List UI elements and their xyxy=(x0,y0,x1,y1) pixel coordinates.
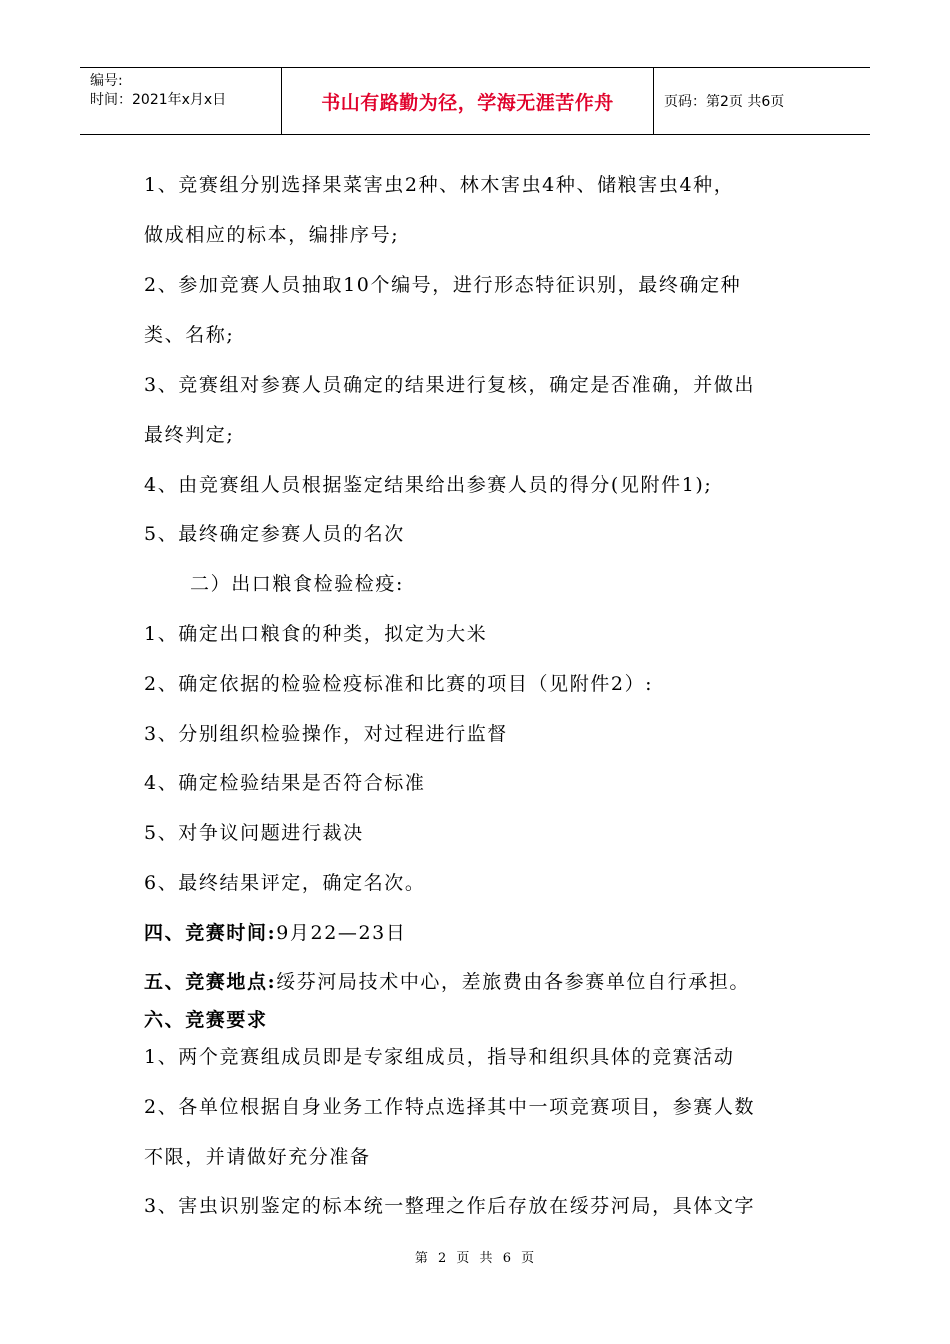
body-line: 1、竞赛组分别选择果菜害虫2种、林木害虫4种、储粮害虫4种， xyxy=(144,174,735,196)
section-time xyxy=(144,921,406,945)
body-line: 3、竞赛组对参赛人员确定的结果进行复核，确定是否准确，并做出 xyxy=(144,374,756,396)
body-line: 1、确定出口粮食的种类，拟定为大米 xyxy=(144,623,488,645)
section-location xyxy=(144,970,750,994)
page-header xyxy=(80,67,870,135)
section-location-heading: 五、竞赛地点: xyxy=(144,971,277,993)
body-line: 做成相应的标本，编排序号; xyxy=(144,224,400,246)
body-line: 6、最终结果评定，确定名次。 xyxy=(144,872,426,894)
body-line: 5、最终确定参赛人员的名次 xyxy=(144,523,405,545)
document-date-label: 时间：2021年x月x日 xyxy=(90,92,227,108)
body-line: 3、分别组织检验操作，对过程进行监督 xyxy=(144,723,508,745)
section-time-heading: 四、竞赛时间: xyxy=(144,922,277,944)
header-page-label: 页码：第2页 共6页 xyxy=(664,94,785,110)
body-line: 2、各单位根据自身业务工作特点选择其中一项竞赛项目，参赛人数 xyxy=(144,1096,756,1118)
section-time-text: 9月22—23日 xyxy=(276,922,407,944)
subsection-heading: 二）出口粮食检验检疫: xyxy=(190,573,405,595)
body-line: 类、名称; xyxy=(144,324,235,346)
section-requirements-heading: 六、竞赛要求 xyxy=(144,1009,268,1031)
body-line: 2、参加竞赛人员抽取10个编号，进行形态特征识别，最终确定种 xyxy=(144,274,742,296)
section-location-text: 绥芬河局技术中心，差旅费由各参赛单位自行承担。 xyxy=(276,971,751,993)
body-line: 4、确定检验结果是否符合标准 xyxy=(144,772,426,794)
document-number-label: 编号: xyxy=(90,73,123,89)
body-line: 2、确定依据的检验检疫标准和比赛的项目（见附件2）: xyxy=(144,673,654,695)
body-line: 不限，并请做好充分准备 xyxy=(144,1146,371,1168)
body-line: 3、害虫识别鉴定的标本统一整理之作后存放在绥芬河局，具体文字 xyxy=(144,1195,756,1217)
header-motto: 书山有路勤为径，学海无涯苦作舟 xyxy=(282,68,654,134)
body-line: 最终判定; xyxy=(144,424,235,446)
body-line: 5、对争议问题进行裁决 xyxy=(144,822,364,844)
header-info-cell xyxy=(80,68,282,134)
body-line: 1、两个竞赛组成员即是专家组成员，指导和组织具体的竞赛活动 xyxy=(144,1046,735,1068)
section-requirements xyxy=(144,1008,268,1032)
page-footer: 第 2 页 共 6 页 xyxy=(414,1251,536,1266)
body-line: 4、由竞赛组人员根据鉴定结果给出参赛人员的得分(见附件1); xyxy=(144,474,713,496)
